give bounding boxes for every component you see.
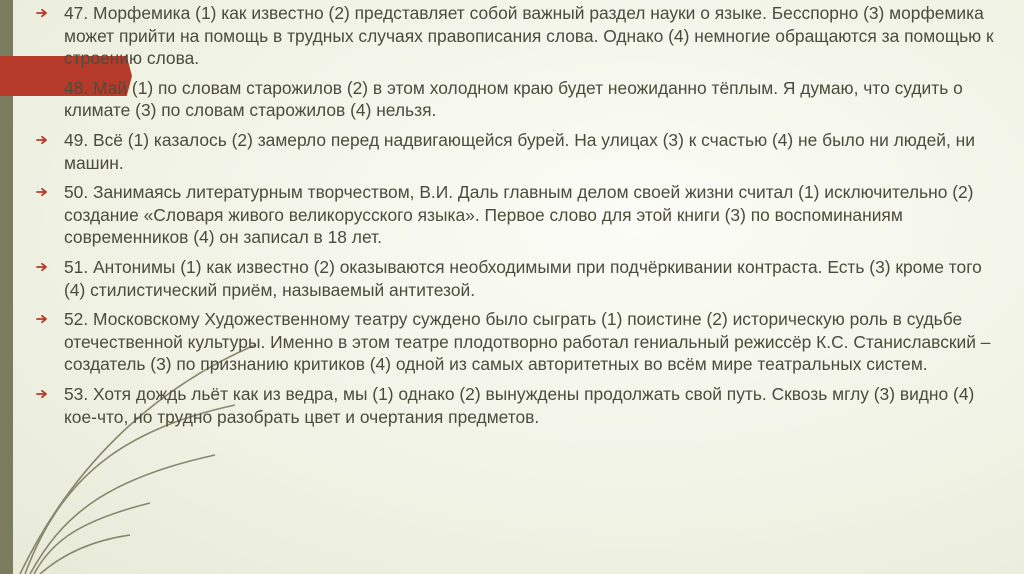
list-item <box>34 77 994 122</box>
list-item <box>34 383 994 428</box>
list-item <box>34 256 994 301</box>
item-text: 49. Всё (1) казалось (2) замерло перед надвигающейся бурей. На улицах (3) к счастью (4) не было ни людей, ни машин. <box>64 129 975 173</box>
item-text: 48. Май (1) по словам старожилов (2) в этом холодном краю будет неожиданно тёплым. Я думаю, что судить о климате (3) по словам старожилов (4) нельзя. <box>64 77 963 121</box>
item-text: 47. Морфемика (1) как известно (2) представляет собой важный раздел науки о языке. Бесспорно (3) морфемика может прийти на помощь в трудных случаях правописания слова. Однако (4) немногие обращаются за помощью к строению слова. <box>64 3 994 69</box>
item-text: 52. Московскому Художественному театру суждено было сыграть (1) поистине (2) историческую роль в судьбе отечественной культуры. Именно в этом театре плодотворно работал гениальный режиссёр К.С. Станиславский – создатель (3) по признанию критиков (4) одной из самых авторитетных во всём мире театральных систем. <box>64 309 991 375</box>
list-item <box>34 181 994 249</box>
arrow-right-icon <box>36 262 48 272</box>
arrow-right-icon <box>36 187 48 197</box>
arrow-right-icon <box>36 83 48 93</box>
arrow-right-icon <box>36 8 48 18</box>
item-text: 50. Занимаясь литературным творчеством, В.И. Даль главным делом своей жизни считал (1) исключительно (2) создание «Словаря живого великорусского языка». Первое слово для этой книги (3) по воспоминаниям современников (4) он записал в 18 лет. <box>64 182 974 248</box>
item-text: 51. Антонимы (1) как известно (2) оказываются необходимыми при подчёркивании контраста. Есть (3) кроме того (4) стилистический приём, называемый антитезой. <box>64 256 982 300</box>
list-item <box>34 2 994 70</box>
list-item <box>34 308 994 376</box>
item-text: 53. Хотя дождь льёт как из ведра, мы (1) однако (2) вынуждены продолжать свой путь. Сквозь мглу (3) видно (4) кое-что, но трудно разобрать цвет и очертания предметов. <box>64 383 975 427</box>
arrow-right-icon <box>36 314 48 324</box>
content-list <box>34 2 994 435</box>
list-item <box>34 129 994 174</box>
arrow-right-icon <box>36 135 48 145</box>
arrow-right-icon <box>36 389 48 399</box>
